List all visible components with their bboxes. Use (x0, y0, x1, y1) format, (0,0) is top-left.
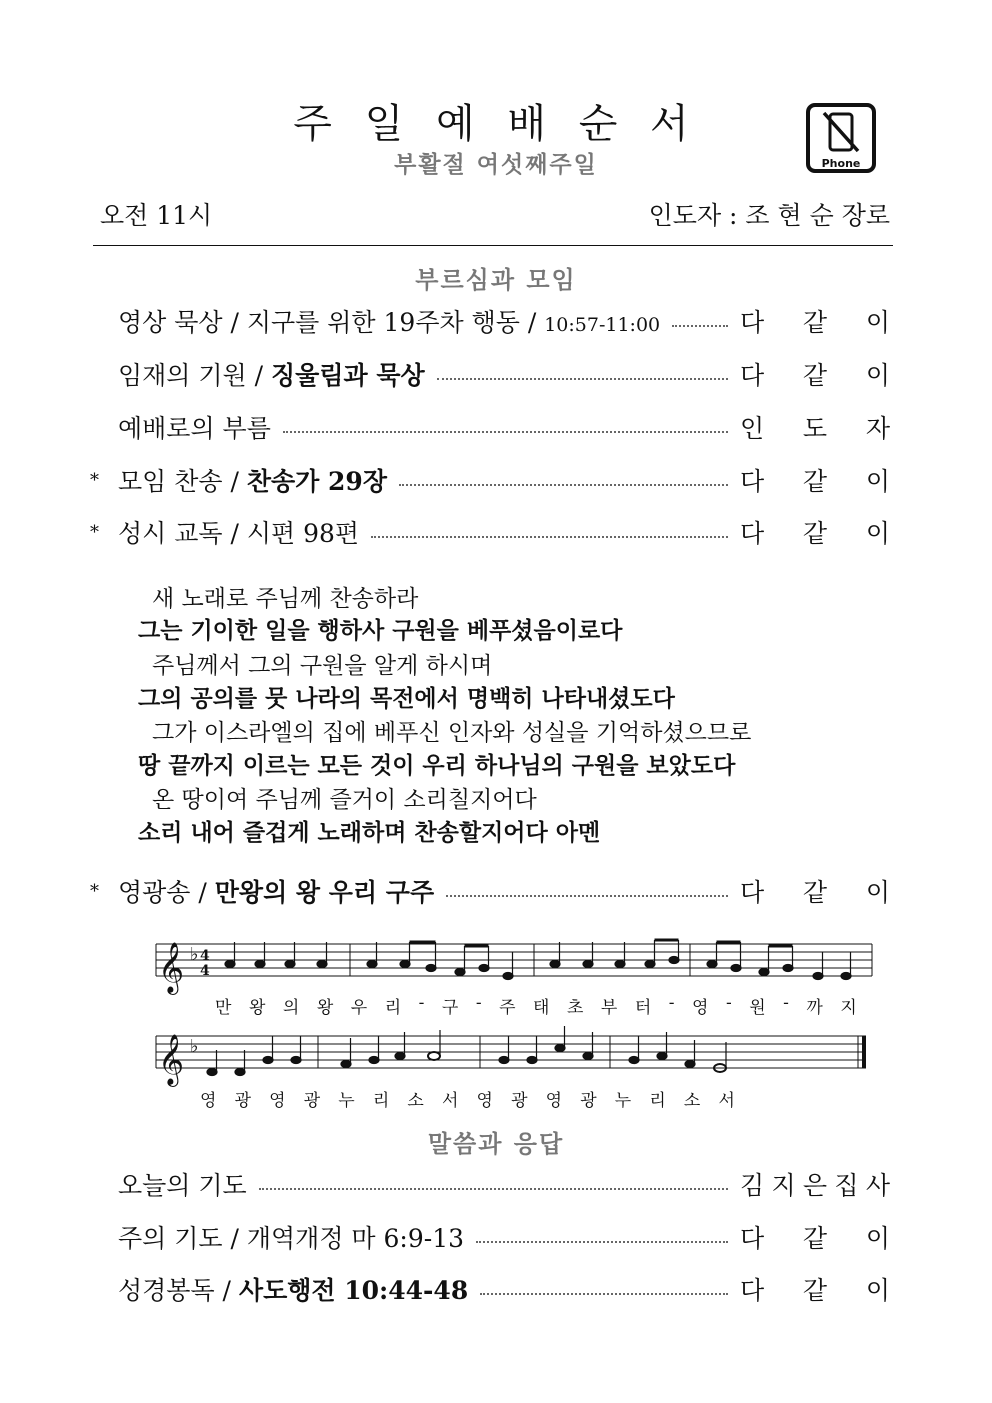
lyric-syllable: 영 (269, 1091, 286, 1111)
order-item-person: 다 같 이 (740, 308, 890, 337)
lyric-syllable: 소 (683, 1091, 701, 1111)
order-item-person: 인 도 자 (740, 414, 890, 443)
order-item-person: 다 같 이 (740, 361, 890, 390)
treble-clef-icon: 𝄞 (158, 1034, 185, 1085)
standing-mark: * (90, 469, 99, 491)
score-lyrics-2 (200, 1086, 735, 1111)
lyric-syllable: 주 (499, 998, 516, 1018)
lyric-syllable: 의 (282, 998, 300, 1018)
lyric-syllable: 왕 (316, 998, 334, 1018)
lyric-syllable: 영 (200, 1091, 217, 1111)
service-time: 오전 11시 (100, 201, 213, 230)
lyric-syllable: 서 (441, 1091, 459, 1111)
order-item-person: 다 같 이 (740, 1276, 890, 1305)
lyric-syllable: 만 (215, 998, 232, 1018)
dotted-leader (283, 413, 728, 433)
lyric-syllable: 원 (749, 998, 766, 1018)
order-item (90, 513, 890, 551)
order-item-label: 임재의 기원 / 징울림과 묵상 (118, 361, 425, 390)
order-item (90, 408, 890, 446)
section-gathering: 부르심과 모임 (415, 266, 577, 294)
standing-mark: * (90, 521, 99, 543)
dotted-leader (259, 1170, 728, 1190)
flat-icon: ♭ (190, 944, 199, 965)
service-leader: 인도자 : 조 현 순 장로 (648, 201, 890, 230)
dotted-leader (672, 307, 728, 327)
page-title: 주 일 예 배 순 서 (293, 101, 699, 147)
lyric-syllable: 영 (692, 998, 709, 1018)
lyric-syllable: 태 (533, 998, 550, 1018)
staff-line-2 (156, 1036, 866, 1068)
page-subtitle: 부활절 여섯째주일 (394, 152, 598, 178)
order-item-person: 다 같 이 (740, 519, 890, 548)
lyric-syllable: 누 (338, 1091, 355, 1111)
order-item-person: 김 지 은 집 사 (740, 1171, 890, 1200)
dotted-leader (480, 1275, 728, 1295)
lyric-syllable: - (475, 993, 482, 1013)
order-item-label: 성경봉독 / 사도행전 10:44-48 (118, 1276, 469, 1305)
lyric-syllable: 구 (441, 998, 459, 1018)
order-item (90, 302, 890, 340)
order-item-label: 성시 교독 / 시편 98편 (118, 519, 360, 548)
lyric-syllable: 리 (372, 1091, 390, 1111)
treble-clef-icon: 𝄞 (158, 942, 185, 993)
lyric-syllable: 영 (476, 1091, 493, 1111)
lyric-syllable: 소 (407, 1091, 424, 1111)
lyric-syllable: - (418, 993, 425, 1013)
lyric-syllable: 누 (614, 1091, 632, 1111)
psalm-leader-line: 주님께서 그의 구원을 알게 하시며 (152, 653, 493, 679)
lyric-syllable: - (783, 993, 789, 1013)
lyric-syllable: 리 (649, 1091, 666, 1111)
psalm-leader-line: 온 땅이여 주님께 즐거이 소리칠지어다 (152, 787, 537, 813)
order-item (90, 1270, 890, 1308)
lyric-syllable: 터 (634, 998, 652, 1018)
svg-text:4: 4 (200, 963, 210, 979)
order-item-person: 다 같 이 (740, 467, 890, 496)
dotted-leader (476, 1223, 728, 1243)
order-item-person: 다 같 이 (740, 1224, 890, 1253)
lyric-syllable: 광 (303, 1091, 321, 1111)
standing-mark: * (90, 880, 99, 902)
header-divider (93, 245, 893, 246)
lyric-syllable: - (668, 993, 675, 1013)
order-item-label: 모임 찬송 / 찬송가 29장 (118, 467, 387, 496)
order-item-label: 오늘의 기도 (118, 1171, 247, 1200)
lyric-syllable: 광 (511, 1091, 528, 1111)
lyric-syllable: 우 (350, 998, 368, 1018)
lyric-syllable: - (725, 993, 732, 1013)
score-lyrics-1 (215, 993, 857, 1018)
lyric-syllable: 광 (580, 1091, 597, 1111)
lyric-syllable: 영 (545, 1091, 563, 1111)
order-item-person: 다 같 이 (740, 878, 890, 907)
order-item (90, 1165, 890, 1203)
flat-icon: ♭ (190, 1036, 199, 1057)
lyric-syllable: 초 (566, 998, 584, 1018)
order-item (90, 355, 890, 393)
dotted-leader (437, 360, 728, 380)
psalm-leader-line: 새 노래로 주님께 찬송하라 (152, 586, 419, 612)
dotted-leader (399, 466, 728, 486)
order-item-gloria (90, 872, 890, 910)
dotted-leader (446, 877, 728, 897)
order-item (90, 461, 890, 499)
lyric-syllable: 서 (718, 1091, 735, 1111)
lyric-syllable: 광 (234, 1091, 251, 1111)
lyric-syllable: 지 (840, 998, 857, 1018)
lyric-syllable: 리 (384, 998, 402, 1018)
lyric-syllable: 부 (600, 998, 618, 1018)
order-item (90, 1218, 890, 1256)
lyric-syllable: 까 (806, 998, 823, 1018)
lyric-syllable: 왕 (248, 998, 266, 1018)
order-item-label: 영광송 / 만왕의 왕 우리 구주 (118, 878, 435, 907)
section-word: 말씀과 응답 (427, 1130, 565, 1158)
psalm-response-line: 소리 내어 즐겁게 노래하며 찬송할지어다 아멘 (138, 820, 601, 846)
psalm-response-line: 그는 기이한 일을 행하사 구원을 베푸셨음이로다 (138, 618, 623, 644)
order-item-label: 영상 묵상 / 지구를 위한 19주차 행동 / 10:57-11:00 (118, 308, 661, 337)
no-phone-icon (806, 103, 876, 173)
psalm-response-line: 그의 공의를 뭇 나라의 목전에서 명백히 나타내셨도다 (138, 686, 675, 712)
svg-text:4: 4 (200, 948, 210, 964)
dotted-leader (371, 518, 728, 538)
psalm-leader-line: 그가 이스라엘의 집에 베푸신 인자와 성실을 기억하셨으므로 (152, 720, 752, 746)
order-item-label: 주의 기도 / 개역개정 마 6:9-13 (118, 1224, 465, 1253)
psalm-response-line: 땅 끝까지 이르는 모든 것이 우리 하나님의 구원을 보았도다 (138, 753, 736, 779)
order-item-label: 예배로의 부름 (118, 414, 271, 443)
phone-label: Phone (821, 157, 861, 170)
